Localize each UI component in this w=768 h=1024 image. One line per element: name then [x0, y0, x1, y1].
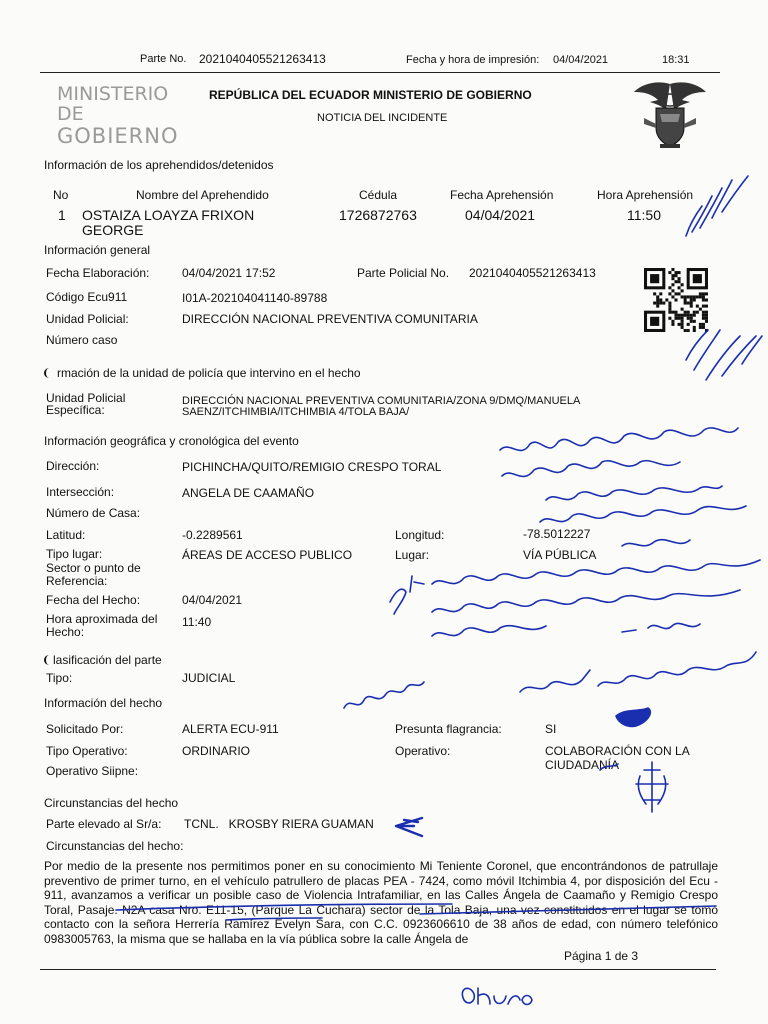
qr-code-icon — [644, 268, 708, 332]
fecha-hecho-label: Fecha del Hecho: — [46, 593, 141, 607]
hora-aprox-value: 11:40 — [182, 615, 212, 629]
aprehendido-cedula: 1726872763 — [339, 207, 417, 223]
handwriting-line-3 — [546, 486, 722, 500]
tipo-operativo-label: Tipo Operativo: — [46, 744, 128, 758]
parte-policial-value: 2021040405521263413 — [469, 266, 596, 280]
unidad-especifica-label2: Específica: — [46, 403, 105, 417]
section-clasificacion-text: lasificación del parte — [53, 653, 162, 667]
lugar-label: Lugar: — [395, 548, 430, 562]
aprehendido-hora: 11:50 — [627, 207, 661, 223]
handwriting-line-5 — [622, 540, 690, 546]
handwriting-line-4 — [540, 506, 746, 522]
parte-elevado-value: TCNL. KROSBY RIERA GUAMAN — [184, 817, 374, 831]
handwriting-line-8 — [432, 626, 546, 636]
logo-line2: GOBIERNO — [57, 124, 179, 148]
section-aprehendidos: Información de los aprehendidos/detenidos — [44, 158, 274, 172]
col-cedula: Cédula — [359, 188, 398, 202]
handwriting-line-7 — [432, 590, 740, 612]
handwriting-line-6 — [432, 560, 760, 584]
hora-aprox-label1: Hora aproximada del — [46, 612, 158, 626]
direccion-value: PICHINCHA/QUITO/REMIGIO CRESPO TORAL — [182, 460, 442, 474]
header-divider — [40, 72, 720, 73]
tipo-value: JUDICIAL — [182, 671, 236, 685]
handwriting-line-1 — [500, 428, 738, 451]
ecuador-coat-of-arms-icon — [630, 78, 710, 152]
fecha-hecho-value: 04/04/2021 — [182, 593, 243, 607]
page-title: REPÚBLICA DEL ECUADOR MINISTERIO DE GOBIERNO — [209, 88, 532, 102]
sector-label2: Referencia: — [46, 574, 108, 588]
handwriting-line-9 — [622, 623, 700, 632]
handwriting-line-11 — [344, 682, 424, 708]
lugar-value: VÍA PÚBLICA — [523, 548, 597, 562]
footer-divider — [40, 969, 716, 970]
handwriting-cross-mark — [636, 762, 668, 812]
operativo-value1: COLABORACIÓN CON LA — [545, 744, 690, 758]
unidad-especifica-label1: Unidad Policial — [46, 391, 126, 405]
page-subtitle: NOTICIA DEL INCIDENTE — [317, 112, 448, 124]
solicitado-value: ALERTA ECU-911 — [182, 722, 279, 736]
page-number: Página 1 de 3 — [564, 949, 639, 963]
circunstancias-narrative: Por medio de la presente nos permitimos poner en su conocimiento Mi Teniente Coronel, que encontrándonos de patrullaje preventivo de primer turno, en el vehículo patrullero de placas PEA - 7424, como móvil Itchimbia 4, por disposición del Ecu - 911, avanzamos a verificar un posible caso de Violencia Intrafamiliar, en las Calles Ángela de Caamaño y Remigio Crespo Toral, Pasaje. N2A casa Nro. E11-15, (Parque La Cuchara) sector de la Tola Baja, una vez constituidos en el lugar se tomó contacto con la señora Herrería Ramírez Evelyn Sara, con C.C. 0923606610 de 38 años de edad, con número telefónico 0983005763, la misma que se hallaba en la vía pública sobre la calle Ángela de — [44, 859, 718, 946]
parte-policial-label: Parte Policial No. — [357, 266, 450, 280]
interseccion-label: Intersección: — [46, 485, 115, 499]
interseccion-value: ANGELA DE CAAMAÑO — [182, 486, 315, 500]
tipo-lugar-value: ÁREAS DE ACCESO PUBLICO — [182, 548, 353, 562]
operativo-label: Operativo: — [395, 744, 451, 758]
print-date-label: Fecha y hora de impresión: — [406, 54, 540, 66]
parte-label: Parte No. — [140, 53, 187, 65]
col-hora-aprehension: Hora Aprehensión — [597, 188, 694, 202]
hora-aprox-label2: Hecho: — [46, 625, 85, 639]
ministerio-logo — [57, 84, 187, 148]
siipne-label: Operativo Siipne: — [46, 764, 139, 778]
logo-line1: MINISTERIO DE — [57, 83, 169, 125]
solicitado-label: Solicitado Por: — [46, 722, 124, 736]
handwriting-stroke-2 — [686, 330, 762, 380]
aprehendido-nombre-line1: OSTAIZA LOAYZA FRIXON — [82, 207, 255, 223]
unidad-especifica-value2: SAENZ/ITCHIMBIA/ITCHIMBIA 4/TOLA BAJA/ — [182, 406, 410, 418]
col-nombre: Nombre del Aprehendido — [136, 188, 269, 202]
longitud-label: Longitud: — [395, 528, 445, 542]
latitud-label: Latitud: — [46, 528, 86, 542]
handwriting-stroke-1 — [686, 176, 748, 236]
fecha-elaboracion-value: 04/04/2021 17:52 — [182, 266, 276, 280]
aprehendido-no: 1 — [58, 207, 66, 223]
section-unidad — [44, 366, 361, 380]
section-general: Información general — [44, 243, 151, 257]
numero-casa-label: Número de Casa: — [46, 506, 141, 520]
circunstancias-label: Circunstancias del hecho: — [46, 839, 184, 853]
col-no: No — [53, 188, 69, 202]
handwriting-line-10 — [520, 652, 756, 692]
parte-value: 2021040405521263413 — [199, 52, 326, 66]
codigo-ecu911-value: I01A-202104041140-89788 — [182, 291, 328, 305]
section-circunstancias: Circunstancias del hecho — [44, 796, 179, 810]
handwriting-line-2 — [502, 461, 680, 477]
flagrancia-label: Presunta flagrancia: — [395, 722, 502, 736]
numero-caso-label: Número caso — [46, 333, 118, 347]
handwriting-arrow — [396, 818, 422, 836]
tipo-lugar-label: Tipo lugar: — [46, 547, 103, 561]
aprehendido-fecha: 04/04/2021 — [465, 207, 536, 223]
handwriting-signature — [462, 988, 532, 1005]
operativo-value2: CIUDADANÍA — [545, 758, 620, 772]
unidad-especifica-value1: DIRECCIÓN NACIONAL PREVENTIVA COMUNITARIA/ZONA 9/DMQ/MANUELA — [182, 395, 581, 407]
tipo-label: Tipo: — [46, 671, 73, 685]
longitud-value: -78.5012227 — [523, 527, 591, 541]
codigo-ecu911-label: Código Ecu911 — [46, 290, 128, 304]
handwriting-number-3 — [390, 576, 424, 614]
tipo-operativo-value: ORDINARIO — [182, 744, 251, 758]
col-fecha-aprehension: Fecha Aprehensión — [450, 188, 554, 202]
section-unidad-text: rmación de la unidad de policía que intervino en el hecho — [57, 366, 361, 380]
direccion-label: Dirección: — [46, 459, 100, 473]
aprehendido-nombre-line2: GEORGE — [82, 222, 144, 238]
section-geo: Información geográfica y cronológica del evento — [44, 434, 299, 448]
section-hecho: Información del hecho — [44, 696, 163, 710]
section-clasificacion — [44, 653, 162, 667]
print-time-value: 18:31 — [662, 54, 690, 66]
print-date-value: 04/04/2021 — [553, 54, 609, 66]
parte-elevado-label: Parte elevado al Sr/a: — [46, 817, 162, 831]
flagrancia-value: SI — [545, 722, 557, 736]
unidad-policial-value: DIRECCIÓN NACIONAL PREVENTIVA COMUNITARIA — [182, 312, 478, 326]
latitud-value: -0.2289561 — [182, 528, 243, 542]
fecha-elaboracion-label: Fecha Elaboración: — [46, 266, 150, 280]
sector-label1: Sector o punto de — [46, 561, 141, 575]
ink-blot — [616, 708, 650, 726]
unidad-policial-label: Unidad Policial: — [46, 312, 129, 326]
